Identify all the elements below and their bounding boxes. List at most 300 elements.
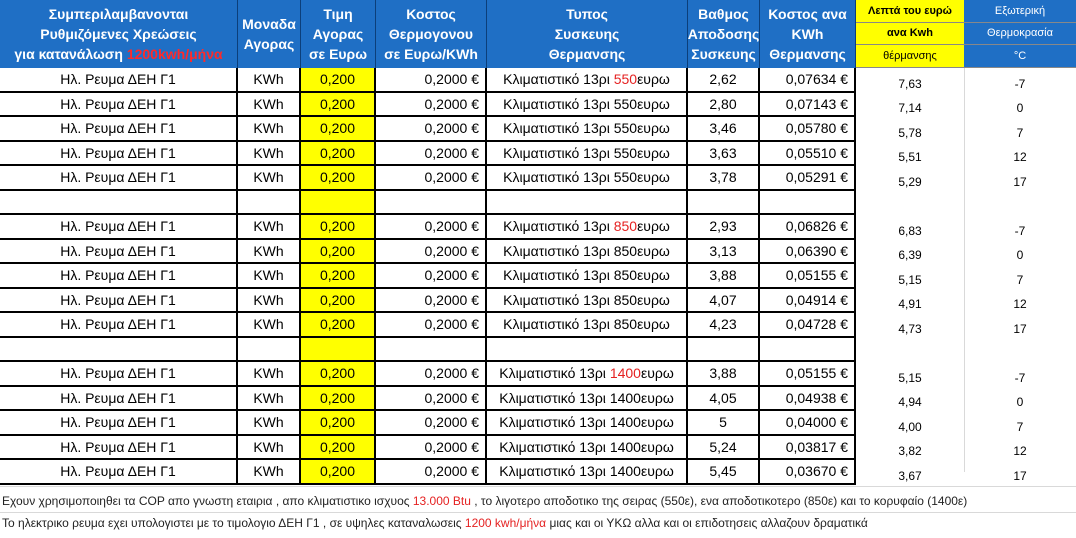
table-row [0, 142, 856, 167]
cell-text: 2,80 [709, 95, 737, 112]
cell-thermo[interactable] [376, 166, 487, 189]
cell-source[interactable] [0, 166, 238, 189]
cell-cop[interactable] [688, 240, 760, 263]
cell-cents[interactable] [856, 313, 964, 338]
cell-text: Κλιματιστικό 13ρι [503, 242, 614, 259]
cell-text: 0,05510 € [785, 144, 848, 161]
cell-unit[interactable] [238, 142, 301, 165]
device-name [503, 96, 670, 112]
cell-text: Ηλ. Ρευμα ΔΕΗ Γ1 [60, 316, 176, 333]
cell-text: Ηλ. Ρευμα ΔΕΗ Γ1 [60, 144, 176, 161]
table-row [0, 117, 856, 142]
cell-source[interactable] [0, 142, 238, 165]
cell-text: ευρω [637, 242, 670, 259]
header-thermo-cost [376, 0, 487, 68]
cell-text: 850 [613, 267, 638, 284]
cell-thermo[interactable] [376, 240, 487, 263]
cell-unit[interactable] [238, 436, 301, 459]
cell-text: KWh [253, 169, 284, 186]
device-name [503, 71, 670, 87]
cell-text: 0,03670 € [785, 463, 848, 480]
cell-source[interactable] [0, 387, 238, 410]
grid-line [0, 486, 1076, 487]
cell-text: ευρω [637, 316, 670, 333]
cell-unit[interactable] [238, 362, 301, 385]
empty-cell[interactable] [301, 191, 376, 214]
cell-text: ευρω [637, 291, 670, 308]
cell-device[interactable] [487, 142, 688, 165]
cell-price[interactable] [301, 166, 376, 189]
cell-text: 0,200 [319, 316, 356, 333]
cell-text: -7 [1014, 76, 1026, 91]
table-row [0, 93, 856, 118]
cell-text: 12 [1013, 150, 1027, 164]
grid-line [964, 68, 965, 472]
cell-source[interactable] [0, 264, 238, 287]
cell-price[interactable] [301, 142, 376, 165]
cell-cents[interactable] [856, 436, 964, 461]
cell-cost[interactable] [760, 240, 856, 263]
spacer-row [0, 338, 856, 363]
extra-row [856, 411, 1076, 436]
cell-text: 6,83 [898, 223, 922, 238]
header-cop [688, 0, 760, 68]
cell-text: 3,78 [709, 169, 737, 186]
cell-unit[interactable] [238, 411, 301, 434]
cell-text: 3,82 [898, 444, 922, 458]
cell-text: 0,200 [319, 95, 356, 112]
cell-cop[interactable] [688, 215, 760, 238]
cell-text: Ηλ. Ρευμα ΔΕΗ Γ1 [60, 95, 176, 112]
cell-unit[interactable] [238, 166, 301, 189]
cell-cents[interactable] [856, 117, 964, 142]
cell-text: 17 [1013, 321, 1027, 336]
cell-text: 3,46 [709, 120, 737, 137]
cell-cents[interactable] [856, 68, 964, 93]
cell-unit[interactable] [238, 240, 301, 263]
cell-cop[interactable] [688, 460, 760, 483]
cell-unit[interactable] [238, 460, 301, 483]
cell-text: 4,07 [709, 291, 737, 308]
cell-text: 0,07143 € [785, 95, 848, 112]
header-text: KWh [791, 26, 824, 42]
cell-text: 5,15 [898, 370, 922, 385]
cell-cop[interactable] [688, 142, 760, 165]
cell-source[interactable] [0, 460, 238, 483]
cell-cost[interactable] [760, 166, 856, 189]
empty-cell[interactable] [0, 338, 238, 361]
cell-text: 550 [613, 71, 638, 88]
cell-text: 0,05155 € [785, 267, 848, 284]
header-text: σε Ευρω/KWh [384, 46, 478, 62]
cell-unit[interactable] [238, 93, 301, 116]
empty-cell[interactable] [301, 338, 376, 361]
cell-text: Κλιματιστικό 13ρι [503, 144, 614, 161]
cell-text: KWh [253, 71, 284, 88]
cell-text: 7 [1016, 272, 1024, 287]
cell-thermo[interactable] [376, 117, 487, 140]
empty-cell[interactable] [688, 191, 760, 214]
cell-temp[interactable] [964, 240, 1076, 265]
cell-device[interactable] [487, 93, 688, 116]
cell-text: 0,2000 € [424, 242, 479, 259]
header-device-type [487, 0, 688, 68]
cell-temp[interactable] [964, 166, 1076, 191]
device-name [503, 243, 670, 259]
cell-text: ευρω [637, 120, 670, 137]
cell-text: Κλιματιστικό 13ρι [503, 291, 614, 308]
cell-text: KWh [253, 365, 284, 382]
cell-temp[interactable] [964, 117, 1076, 142]
cell-source[interactable] [0, 240, 238, 263]
cell-cents[interactable] [856, 142, 964, 167]
cell-text: 0,200 [319, 463, 356, 480]
device-name [503, 145, 670, 161]
cell-source[interactable] [0, 215, 238, 238]
table-row [0, 436, 856, 461]
cell-text: 5,15 [898, 272, 922, 287]
cell-cost[interactable] [760, 289, 856, 312]
cell-text: 0,2000 € [424, 169, 479, 186]
cell-text: Ηλ. Ρευμα ΔΕΗ Γ1 [60, 438, 176, 455]
empty-cell[interactable] [487, 338, 688, 361]
cell-text: 0,05291 € [785, 169, 848, 186]
device-name [503, 120, 670, 136]
cell-source[interactable] [0, 117, 238, 140]
header-text: Αγορας [312, 26, 364, 42]
cell-text: 0,2000 € [424, 95, 479, 112]
cell-thermo[interactable] [376, 436, 487, 459]
cell-text: 7,14 [898, 101, 922, 115]
empty-cell[interactable] [238, 338, 301, 361]
empty-cell[interactable] [688, 338, 760, 361]
cell-thermo[interactable] [376, 387, 487, 410]
cell-text: 0,03817 € [785, 438, 848, 455]
cell-text: Κλιματιστικό 13ρι [499, 389, 610, 406]
cell-cop[interactable] [688, 166, 760, 189]
cell-text: 5,51 [898, 150, 922, 164]
cell-temp[interactable] [964, 68, 1076, 93]
cell-cop[interactable] [688, 117, 760, 140]
cell-cost[interactable] [760, 215, 856, 238]
cell-temp[interactable] [964, 436, 1076, 461]
header-text: °C [964, 45, 1076, 68]
cell-temp[interactable] [964, 362, 1076, 387]
device-name [499, 365, 674, 381]
header-outdoor-temp [964, 0, 1076, 68]
cell-thermo[interactable] [376, 264, 487, 287]
cell-source[interactable] [0, 289, 238, 312]
cell-device[interactable] [487, 166, 688, 189]
cell-cop[interactable] [688, 436, 760, 459]
cell-cost[interactable] [760, 436, 856, 459]
cell-temp[interactable] [964, 289, 1076, 314]
cell-text: 0,2000 € [424, 389, 479, 406]
cell-cop[interactable] [688, 387, 760, 410]
cell-text: 0,200 [319, 218, 356, 235]
cell-text: 0,200 [319, 291, 356, 308]
cell-text: 0 [1016, 248, 1024, 262]
cell-source[interactable] [0, 93, 238, 116]
extra-row [856, 313, 1076, 338]
cell-cop[interactable] [688, 93, 760, 116]
cell-text: 3,88 [709, 365, 737, 382]
cell-text: 0,200 [319, 438, 356, 455]
device-name [499, 463, 674, 479]
extra-row [856, 68, 1076, 93]
cell-text: KWh [253, 463, 284, 480]
cell-text: 1400 [609, 389, 641, 406]
cell-text: 2,62 [709, 71, 737, 88]
cell-cop[interactable] [688, 264, 760, 287]
cell-text: 0,200 [319, 414, 356, 431]
cell-cents[interactable] [856, 289, 964, 314]
cell-text: 7,63 [898, 76, 922, 91]
cell-device[interactable] [487, 289, 688, 312]
cell-cents[interactable] [856, 362, 964, 387]
cell-device[interactable] [487, 264, 688, 287]
cell-device[interactable] [487, 313, 688, 336]
cell-text: Ηλ. Ρευμα ΔΕΗ Γ1 [60, 365, 176, 382]
cell-cop[interactable] [688, 68, 760, 91]
empty-cell[interactable] [376, 191, 487, 214]
cell-thermo[interactable] [376, 68, 487, 91]
cell-temp[interactable] [964, 411, 1076, 436]
cell-text: KWh [253, 120, 284, 137]
cell-text: Ηλ. Ρευμα ΔΕΗ Γ1 [60, 389, 176, 406]
table-row [0, 387, 856, 412]
cell-text: Κλιματιστικό 13ρι [503, 95, 614, 112]
cell-text: Ηλ. Ρευμα ΔΕΗ Γ1 [60, 218, 176, 235]
table-row [0, 166, 856, 191]
cell-cost[interactable] [760, 411, 856, 434]
cell-cop[interactable] [688, 362, 760, 385]
cell-text: 550 [613, 144, 638, 161]
device-name [503, 267, 670, 283]
cell-thermo[interactable] [376, 313, 487, 336]
cell-text: Κλιματιστικό 13ρι [503, 120, 614, 137]
cell-text: 0,2000 € [424, 120, 479, 137]
cell-text: 12 [1013, 444, 1027, 458]
cell-source[interactable] [0, 411, 238, 434]
cell-unit[interactable] [238, 264, 301, 287]
header-text: Συσκευης [691, 46, 756, 62]
cell-device[interactable] [487, 117, 688, 140]
cell-price[interactable] [301, 387, 376, 410]
device-name [499, 390, 674, 406]
header-text: Θερμανσης [769, 46, 846, 62]
header-cost-per-kwh [760, 0, 856, 68]
extra-row [856, 264, 1076, 289]
cell-cop[interactable] [688, 313, 760, 336]
cell-price[interactable] [301, 240, 376, 263]
cell-cents[interactable] [856, 93, 964, 118]
cell-thermo[interactable] [376, 142, 487, 165]
cell-price[interactable] [301, 436, 376, 459]
cell-temp[interactable] [964, 264, 1076, 289]
extra-row [856, 93, 1076, 118]
cell-price[interactable] [301, 411, 376, 434]
cell-price[interactable] [301, 289, 376, 312]
cell-price[interactable] [301, 362, 376, 385]
extra-row [856, 362, 1076, 387]
header-text: Θερμοκρασία [964, 23, 1076, 46]
cell-unit[interactable] [238, 68, 301, 91]
cell-cost[interactable] [760, 93, 856, 116]
cell-text: ευρω [637, 169, 670, 186]
extra-row [856, 289, 1076, 314]
cell-temp[interactable] [964, 142, 1076, 167]
cell-text: 0,07634 € [785, 71, 848, 88]
cell-text: 850 [613, 316, 638, 333]
cell-temp[interactable] [964, 387, 1076, 412]
empty-cell[interactable] [376, 338, 487, 361]
cell-thermo[interactable] [376, 289, 487, 312]
cell-cents[interactable] [856, 166, 964, 191]
cell-temp[interactable] [964, 460, 1076, 485]
cell-unit[interactable] [238, 117, 301, 140]
cell-cost[interactable] [760, 68, 856, 91]
empty-cell[interactable] [0, 191, 238, 214]
cell-cop[interactable] [688, 289, 760, 312]
table-row [0, 411, 856, 436]
cell-device[interactable] [487, 411, 688, 434]
cell-device[interactable] [487, 436, 688, 459]
cell-price[interactable] [301, 264, 376, 287]
header-text: Εξωτερική [964, 0, 1076, 23]
table-row [0, 264, 856, 289]
cell-thermo[interactable] [376, 362, 487, 385]
cell-unit[interactable] [238, 313, 301, 336]
cell-text: 4,05 [709, 389, 737, 406]
header-text: Ρυθμιζόμενες Χρεώσεις [40, 26, 197, 42]
cell-text: 3,63 [709, 144, 737, 161]
cell-thermo[interactable] [376, 215, 487, 238]
cell-text: 550 [613, 120, 638, 137]
cell-cents[interactable] [856, 387, 964, 412]
header-text: Λεπτά του ευρώ [856, 0, 964, 23]
cell-temp[interactable] [964, 215, 1076, 240]
cell-cost[interactable] [760, 362, 856, 385]
cell-text: Κλιματιστικό 13ρι [499, 463, 610, 480]
cell-text: KWh [253, 242, 284, 259]
cell-text: Ηλ. Ρευμα ΔΕΗ Γ1 [60, 463, 176, 480]
cell-text: KWh [253, 414, 284, 431]
cell-device[interactable] [487, 362, 688, 385]
cell-text: -7 [1014, 223, 1026, 238]
cell-cop[interactable] [688, 411, 760, 434]
cell-cents[interactable] [856, 240, 964, 265]
cell-price[interactable] [301, 93, 376, 116]
cell-text: ευρω [640, 463, 674, 480]
cell-text: 0 [1016, 101, 1024, 115]
cell-device[interactable] [487, 68, 688, 91]
cell-cents[interactable] [856, 264, 964, 289]
cell-text: 6,39 [898, 248, 922, 262]
cell-text: 3,67 [898, 468, 922, 483]
cell-text: Ηλ. Ρευμα ΔΕΗ Γ1 [60, 71, 176, 88]
cell-cents[interactable] [856, 411, 964, 436]
empty-cell[interactable] [238, 191, 301, 214]
cell-text: 0,04000 € [785, 414, 848, 431]
footnote-2: Το ηλεκτρικο ρευμα εχει υπολογιστει με το τιμολογιο ΔΕΗ Γ1 , σε υψηλες καταναλωσεις 1200 kwh/μήνα μιας και οι ΥΚΩ αλλα και οι επιδοτησεις αλλαζουν δραματικά [2, 516, 868, 530]
cell-text: 0,05155 € [785, 365, 848, 382]
cell-price[interactable] [301, 68, 376, 91]
cell-price[interactable] [301, 460, 376, 483]
cell-cost[interactable] [760, 387, 856, 410]
cell-source[interactable] [0, 313, 238, 336]
cell-price[interactable] [301, 215, 376, 238]
cell-text: Ηλ. Ρευμα ΔΕΗ Γ1 [60, 267, 176, 284]
cell-text: 0,2000 € [424, 414, 479, 431]
cell-unit[interactable] [238, 387, 301, 410]
header-text: Βαθμος [698, 6, 749, 22]
cell-text: ευρω [637, 71, 670, 88]
table-row [0, 289, 856, 314]
cell-text: Ηλ. Ρευμα ΔΕΗ Γ1 [60, 169, 176, 186]
cell-text: 5 [719, 414, 727, 431]
empty-cell[interactable] [487, 191, 688, 214]
device-name [503, 292, 670, 308]
cell-text: 1400 [609, 463, 641, 480]
cell-source[interactable] [0, 362, 238, 385]
cell-cost[interactable] [760, 264, 856, 287]
cell-cost[interactable] [760, 117, 856, 140]
table-row [0, 313, 856, 338]
spacer-row [0, 191, 856, 216]
extra-row [856, 240, 1076, 265]
cell-text: ευρω [640, 389, 674, 406]
cell-price[interactable] [301, 117, 376, 140]
cell-text: 7 [1016, 419, 1024, 434]
cell-text: ευρω [640, 438, 674, 455]
table-row [0, 68, 856, 93]
cell-text: 0,2000 € [424, 71, 479, 88]
cell-temp[interactable] [964, 313, 1076, 338]
cell-cost[interactable] [760, 313, 856, 336]
cell-device[interactable] [487, 215, 688, 238]
cell-temp[interactable] [964, 93, 1076, 118]
cell-text: 550 [613, 169, 638, 186]
table-row [0, 362, 856, 387]
cell-source[interactable] [0, 68, 238, 91]
cell-thermo[interactable] [376, 93, 487, 116]
cell-text: 0,200 [319, 71, 356, 88]
cell-thermo[interactable] [376, 460, 487, 483]
cell-price[interactable] [301, 313, 376, 336]
cell-thermo[interactable] [376, 411, 487, 434]
cell-text: 5,45 [709, 463, 737, 480]
cell-cents[interactable] [856, 460, 964, 485]
cell-source[interactable] [0, 436, 238, 459]
cell-device[interactable] [487, 240, 688, 263]
cell-cost[interactable] [760, 460, 856, 483]
cell-cents[interactable] [856, 215, 964, 240]
cell-device[interactable] [487, 387, 688, 410]
cell-text: 0,04914 € [785, 291, 848, 308]
header-unit [238, 0, 301, 68]
cell-unit[interactable] [238, 215, 301, 238]
cell-text: 4,00 [898, 419, 922, 434]
cell-cost[interactable] [760, 142, 856, 165]
empty-cell[interactable] [760, 338, 856, 361]
cell-device[interactable] [487, 460, 688, 483]
cell-text: 0,2000 € [424, 267, 479, 284]
table-row [0, 460, 856, 485]
empty-cell[interactable] [760, 191, 856, 214]
header-text: Κοστος [406, 6, 456, 22]
cell-unit[interactable] [238, 289, 301, 312]
